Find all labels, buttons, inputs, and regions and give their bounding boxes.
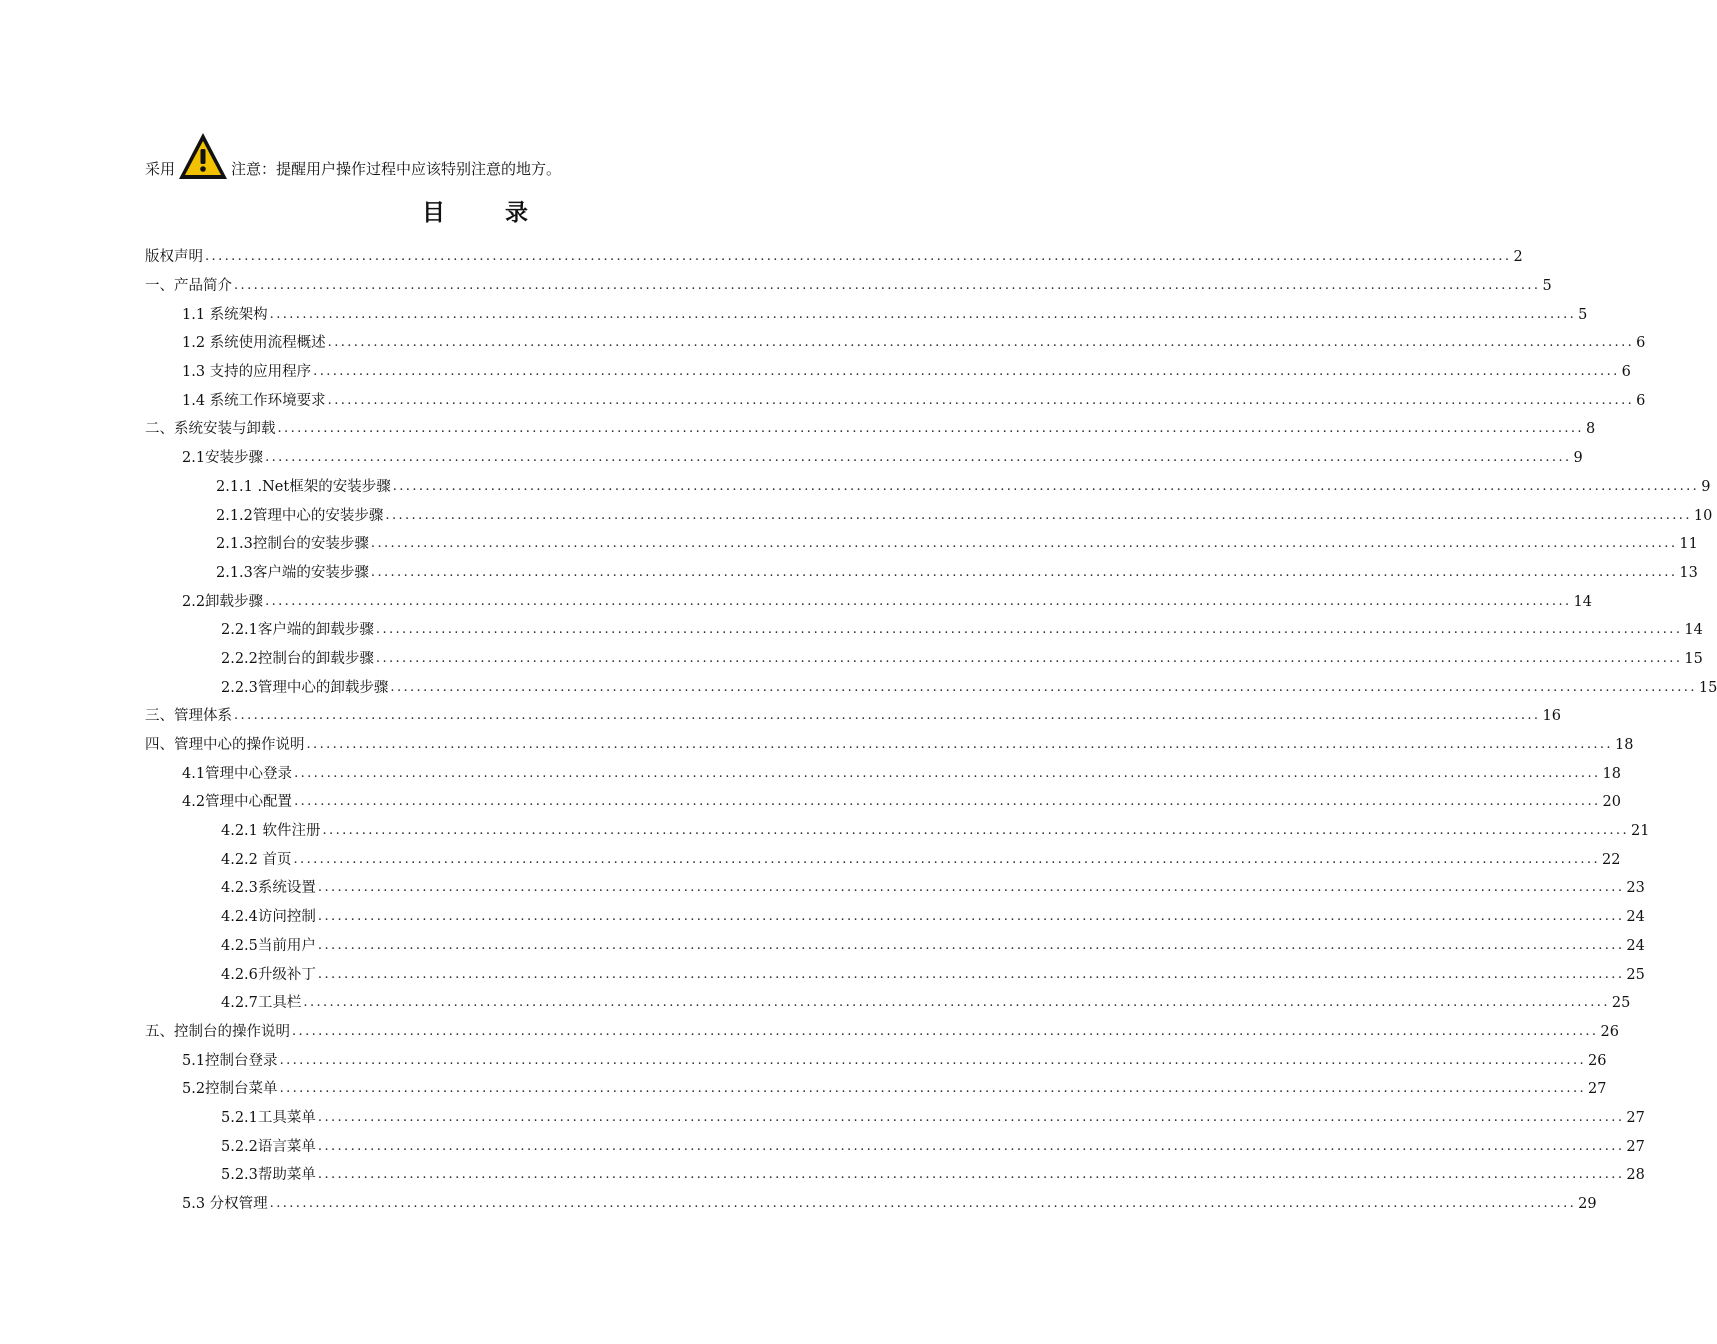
toc-entry-label: 2.2.2控制台的卸载步骤: [221, 650, 374, 667]
dot-leader: ........................................................................................................................................................................................................: [269, 306, 1577, 322]
toc-entry-label: 1.2 系统使用流程概述: [182, 335, 326, 352]
toc-entry-page-number: 9: [1701, 478, 1711, 495]
toc-entry-page-number: 27: [1588, 1081, 1607, 1098]
toc-entry-label: 三、管理体系: [145, 708, 232, 725]
toc-entry-page-number: 21: [1630, 823, 1650, 840]
toc-entry-label: 2.2卸载步骤: [182, 593, 264, 610]
toc-entry-label: 4.2.1 软件注册: [221, 823, 321, 840]
dot-leader: ........................................................................................................................................................................................................: [294, 765, 1601, 781]
toc-entry[interactable]: [0, 845, 1621, 874]
toc-entry[interactable]: [0, 960, 1645, 989]
toc-entry[interactable]: [0, 673, 1717, 702]
toc-entry-page-number: 8: [1585, 421, 1596, 438]
toc-entry-label: 5.3 分权管理: [182, 1196, 268, 1213]
dot-leader: ........................................................................................................................................................................................................: [265, 450, 1572, 466]
toc-entry-label: 2.2.3管理中心的卸载步骤: [221, 679, 389, 696]
dot-leader: ........................................................................................................................................................................................................: [322, 823, 1629, 839]
dot-leader: ........................................................................................................................................................................................................: [375, 622, 1683, 638]
dot-leader: ........................................................................................................................................................................................................: [385, 507, 1692, 523]
toc-entry[interactable]: [0, 645, 1703, 674]
toc-entry[interactable]: [0, 989, 1631, 1018]
toc-entry[interactable]: [0, 473, 1711, 502]
toc-entry-page-number: 24: [1626, 937, 1645, 954]
toc-entry-page-number: 26: [1600, 1023, 1619, 1040]
toc-entry[interactable]: [0, 329, 1646, 358]
toc-entry[interactable]: [0, 1046, 1607, 1075]
toc-entry-page-number: 15: [1698, 679, 1717, 696]
toc-entry-label: 版权声明: [145, 249, 203, 266]
toc-entry-label: 4.1管理中心登录: [182, 765, 293, 782]
toc-entry-page-number: 24: [1626, 909, 1645, 926]
dot-leader: ........................................................................................................................................................................................................: [327, 392, 1635, 408]
toc-entry-label: 5.2.3帮助菜单: [221, 1167, 316, 1184]
toc-entry-label: 5.2.2语言菜单: [221, 1138, 316, 1155]
dot-leader: ........................................................................................................................................................................................................: [375, 650, 1683, 666]
toc-entry-page-number: 29: [1578, 1196, 1597, 1213]
toc-entry-page-number: 16: [1542, 708, 1561, 725]
toc-entry-page-number: 13: [1679, 564, 1698, 581]
toc-entry-page-number: 11: [1679, 536, 1698, 553]
toc-entry-page-number: 28: [1626, 1167, 1645, 1184]
toc-entry-page-number: 27: [1626, 1109, 1645, 1126]
toc-entry-page-number: 14: [1684, 622, 1703, 639]
toc-entry[interactable]: [0, 817, 1650, 846]
dot-leader: ........................................................................................................................................................................................................: [317, 966, 1625, 982]
toc-entry-label: 1.4 系统工作环境要求: [182, 392, 326, 409]
toc-entry-page-number: 5: [1578, 306, 1588, 323]
dot-leader: ........................................................................................................................................................................................................: [265, 593, 1572, 609]
toc-entry[interactable]: [0, 1161, 1645, 1190]
toc-title: 目 录: [421, 199, 554, 226]
toc-entry-label: 2.1.1 .Net框架的安装步骤: [216, 478, 391, 495]
toc-entry-page-number: 6: [1636, 335, 1646, 352]
toc-entry[interactable]: [0, 874, 1645, 903]
table-of-contents: [0, 243, 1717, 1218]
toc-entry[interactable]: [0, 559, 1698, 588]
toc-entry[interactable]: [0, 530, 1698, 559]
toc-entry-page-number: 25: [1611, 995, 1631, 1012]
dot-leader: ........................................................................................................................................................................................................: [317, 909, 1625, 925]
toc-entry[interactable]: [0, 587, 1592, 616]
toc-entry[interactable]: [0, 616, 1703, 645]
toc-entry-label: 2.1.2管理中心的安装步骤: [216, 507, 384, 524]
toc-entry-label: 5.2控制台菜单: [182, 1081, 278, 1098]
toc-entry-label: 5.1控制台登录: [182, 1052, 278, 1069]
toc-entry-label: 4.2.6升级补丁: [221, 966, 316, 983]
toc-entry-label: 五、控制台的操作说明: [145, 1023, 290, 1040]
toc-entry-page-number: 26: [1588, 1052, 1607, 1069]
toc-entry[interactable]: [0, 444, 1583, 473]
toc-entry[interactable]: [0, 788, 1621, 817]
dot-leader: ........................................................................................................................................................................................................: [306, 737, 1613, 753]
toc-entry-label: 1.3 支持的应用程序: [182, 364, 312, 381]
dot-leader: ........................................................................................................................................................................................................: [293, 851, 1600, 867]
dot-leader: ........................................................................................................................................................................................................: [269, 1196, 1577, 1212]
note-prefix: 采用: [145, 160, 176, 178]
toc-entry[interactable]: [0, 1104, 1645, 1133]
toc-entry[interactable]: [0, 243, 1523, 272]
dot-leader: ........................................................................................................................................................................................................: [277, 421, 1584, 437]
dot-leader: ........................................................................................................................................................................................................: [205, 249, 1512, 265]
toc-entry[interactable]: [0, 1132, 1645, 1161]
toc-entry[interactable]: [0, 272, 1552, 301]
dot-leader: ........................................................................................................................................................................................................: [317, 937, 1625, 953]
dot-leader: ........................................................................................................................................................................................................: [390, 679, 1697, 695]
toc-entry[interactable]: [0, 932, 1645, 961]
toc-entry[interactable]: [0, 1075, 1607, 1104]
toc-entry-page-number: 18: [1614, 737, 1634, 754]
toc-entry[interactable]: [0, 903, 1645, 932]
toc-entry-page-number: 18: [1602, 765, 1621, 782]
toc-entry-page-number: 2: [1513, 249, 1523, 266]
toc-entry-label: 4.2.2 首页: [221, 851, 292, 868]
dot-leader: ........................................................................................................................................................................................................: [313, 364, 1620, 380]
dot-leader: ........................................................................................................................................................................................................: [370, 564, 1678, 580]
toc-entry-label: 5.2.1工具菜单: [221, 1109, 316, 1126]
toc-entry-page-number: 9: [1573, 450, 1583, 467]
toc-entry-page-number: 5: [1542, 278, 1552, 295]
warning-note-line: [145, 122, 561, 178]
toc-entry[interactable]: [0, 1018, 1619, 1047]
toc-entry-label: 2.1.3客户端的安装步骤: [216, 564, 369, 581]
toc-entry-label: 一、产品简介: [145, 278, 232, 295]
dot-leader: ........................................................................................................................................................................................................: [370, 536, 1678, 552]
toc-entry-label: 四、管理中心的操作说明: [145, 737, 305, 754]
toc-entry-page-number: 15: [1684, 650, 1703, 667]
warning-triangle-icon: [176, 130, 230, 184]
toc-entry[interactable]: [0, 501, 1713, 530]
toc-entry-label: 4.2.3系统设置: [221, 880, 316, 897]
toc-entry-label: 1.1 系统架构: [182, 306, 268, 323]
toc-entry[interactable]: [0, 1190, 1597, 1219]
toc-entry-label: 2.1.3控制台的安装步骤: [216, 536, 369, 553]
dot-leader: ........................................................................................................................................................................................................: [317, 1167, 1625, 1183]
toc-entry[interactable]: [0, 358, 1631, 387]
dot-leader: ........................................................................................................................................................................................................: [279, 1052, 1587, 1068]
toc-entry-page-number: 14: [1573, 593, 1592, 610]
toc-entry-label: 4.2.7工具栏: [221, 995, 302, 1012]
dot-leader: ........................................................................................................................................................................................................: [279, 1081, 1587, 1097]
toc-entry-page-number: 25: [1626, 966, 1645, 983]
toc-entry-label: 4.2.5当前用户: [221, 937, 316, 954]
note-text: 注意：提醒用户操作过程中应该特别注意的地方。: [231, 160, 562, 178]
toc-entry-page-number: 27: [1626, 1138, 1645, 1155]
toc-entry-page-number: 23: [1626, 880, 1645, 897]
dot-leader: ........................................................................................................................................................................................................: [294, 794, 1601, 810]
toc-entry-page-number: 20: [1602, 794, 1621, 811]
toc-entry[interactable]: [0, 415, 1596, 444]
dot-leader: ........................................................................................................................................................................................................: [234, 278, 1541, 294]
dot-leader: ........................................................................................................................................................................................................: [234, 708, 1541, 724]
dot-leader: ........................................................................................................................................................................................................: [292, 1023, 1599, 1039]
toc-entry-page-number: 6: [1636, 392, 1646, 409]
toc-entry[interactable]: [0, 702, 1561, 731]
toc-entry-label: 二、系统安装与卸载: [145, 421, 276, 438]
toc-entry-label: 4.2.4访问控制: [221, 909, 316, 926]
dot-leader: ........................................................................................................................................................................................................: [317, 880, 1625, 896]
toc-entry-page-number: 10: [1693, 507, 1713, 524]
dot-leader: ........................................................................................................................................................................................................: [317, 1109, 1625, 1125]
toc-entry[interactable]: [0, 759, 1621, 788]
dot-leader: ........................................................................................................................................................................................................: [392, 478, 1700, 494]
dot-leader: ........................................................................................................................................................................................................: [303, 995, 1610, 1011]
toc-entry[interactable]: [0, 386, 1646, 415]
dot-leader: ........................................................................................................................................................................................................: [327, 335, 1635, 351]
toc-entry-page-number: 22: [1601, 851, 1621, 868]
toc-entry[interactable]: [0, 300, 1588, 329]
toc-entry-label: 2.2.1客户端的卸载步骤: [221, 622, 374, 639]
toc-entry-page-number: 6: [1621, 364, 1631, 381]
dot-leader: ........................................................................................................................................................................................................: [317, 1138, 1625, 1154]
toc-entry-label: 2.1安装步骤: [182, 450, 264, 467]
toc-entry[interactable]: [0, 731, 1634, 760]
toc-entry-label: 4.2管理中心配置: [182, 794, 293, 811]
